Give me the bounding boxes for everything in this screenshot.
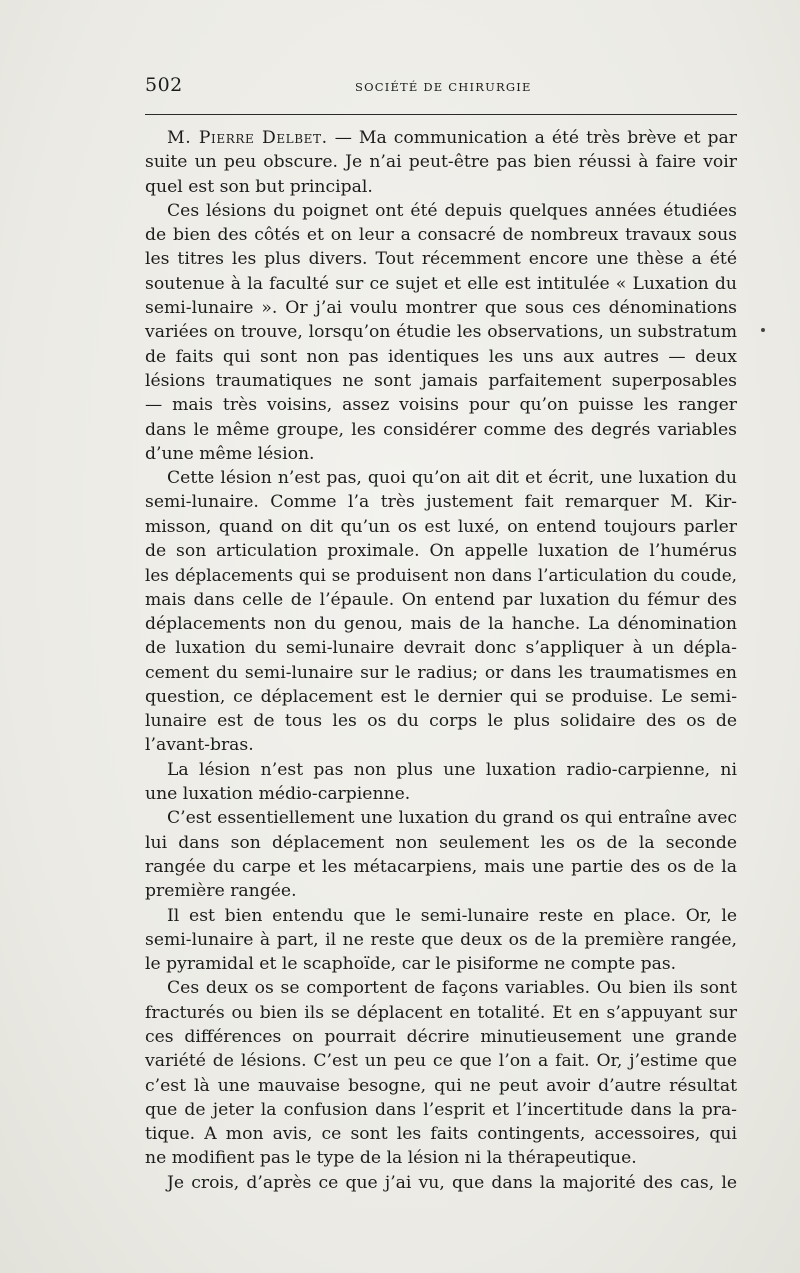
speaker-name: M. Pierre Delbet. (167, 128, 328, 148)
ink-speck (761, 328, 765, 332)
text-line: Il est bien entendu que le semi-lunaire reste en place. Or, le (167, 905, 737, 926)
text-line: déplacements non du genou, mais de la hanche. La dénomination (145, 613, 737, 634)
text-line: de luxation du semi-lunaire devrait donc s’appliquer à un dépla- (145, 638, 737, 659)
running-head: SOCIÉTÉ DE CHIRURGIE (355, 80, 532, 94)
text-line: tique. A mon avis, ce sont les faits contingents, accessoires, qui (145, 1124, 737, 1145)
text-line: Je crois, d’après ce que j’ai vu, que dans la majorité des cas, le (167, 1172, 737, 1193)
text-line: rangée du carpe et les métacarpiens, mais une partie des os de la (145, 856, 737, 877)
page-number: 502 (145, 74, 183, 96)
text-line: lunaire est de tous les os du corps le plus solidaire des os de (145, 711, 737, 732)
text-line: variété de lésions. C’est un peu ce que l’on a fait. Or, j’estime que (145, 1051, 737, 1072)
text-line: de son articulation proximale. On appelle luxation de l’humérus (145, 541, 737, 562)
text-line: mais dans celle de l’épaule. On entend par luxation du fémur des (145, 589, 737, 610)
text-line: quel est son but principal. (145, 176, 373, 197)
text-line: première rangée. (145, 881, 297, 902)
text-line: le pyramidal et le scaphoïde, car le pisiforme ne compte pas. (145, 954, 677, 975)
text-line: les titres les plus divers. Tout récemment encore une thèse a été (145, 249, 737, 270)
header-rule (145, 114, 737, 115)
text-line: ces différences on pourrait décrire minutieusement une grande (145, 1026, 737, 1047)
text-line: C’est essentiellement une luxation du grand os qui entraîne avec (167, 808, 737, 829)
text-line: d’une même lésion. (145, 443, 315, 464)
text-line: — mais très voisins, assez voisins pour qu’on puisse les ranger (145, 395, 737, 416)
text-line: de bien des côtés et on leur a consacré de nombreux travaux sous (145, 225, 737, 246)
text-line: semi-lunaire ». Or j’ai voulu montrer que sous ces dénominations (145, 298, 737, 319)
page-header (145, 72, 737, 100)
text-line: suite un peu obscure. Je n’ai peut-être pas bien réussi à faire voir (145, 152, 737, 173)
text-line-content: — Ma communication a été très brève et par (327, 128, 738, 148)
text-line: semi-lunaire à part, il ne reste que deux os de la première rangée, (145, 929, 737, 950)
text-line: semi-lunaire. Comme l’a très justement fait remarquer M. Kir- (145, 492, 737, 513)
text-line: que de jeter la confusion dans l’esprit et l’incertitude dans la pra- (145, 1099, 737, 1120)
text-line: Ces deux os se comportent de façons variables. Ou bien ils sont (167, 978, 737, 999)
text-line: La lésion n’est pas non plus une luxation radio-carpienne, ni (167, 759, 737, 780)
text-line: les déplacements qui se produisent non dans l’articulation du coude, (145, 565, 737, 586)
text-line: Cette lésion n’est pas, quoi qu’on ait dit et écrit, une luxation du (167, 468, 737, 489)
text-line: de faits qui sont non pas identiques les uns aux autres — deux (145, 346, 737, 367)
text-line: c’est là une mauvaise besogne, qui ne peut avoir d’autre résultat (145, 1075, 737, 1096)
text-line: dans le même groupe, les considérer comme des degrés variables (145, 419, 737, 440)
text-line: lésions traumatiques ne sont jamais parfaitement superposables (145, 370, 737, 391)
text-line: l’avant-bras. (145, 735, 254, 756)
text-line: fracturés ou bien ils se déplacent en totalité. Et en s’appuyant sur (145, 1002, 737, 1023)
text-line: question, ce déplacement est le dernier qui se produise. Le semi- (145, 686, 737, 707)
text-line: lui dans son déplacement non seulement les os de la seconde (145, 832, 737, 853)
body-text (145, 126, 737, 1195)
text-line: soutenue à la faculté sur ce sujet et elle est intitulée « Luxation du (145, 273, 737, 294)
text-line: Ces lésions du poignet ont été depuis quelques années étudiées (167, 200, 737, 221)
text-line: variées on trouve, lorsqu’on étudie les observations, un substratum (145, 322, 737, 343)
text-line: misson, quand on dit qu’un os est luxé, on entend toujours parler (145, 516, 737, 537)
text-line: ne modifient pas le type de la lésion ni la thérapeutique. (145, 1148, 637, 1169)
text-line: une luxation médio-carpienne. (145, 784, 411, 805)
text-line (145, 126, 737, 150)
text-line: cement du semi-lunaire sur le radius; or dans les traumatismes en (145, 662, 737, 683)
